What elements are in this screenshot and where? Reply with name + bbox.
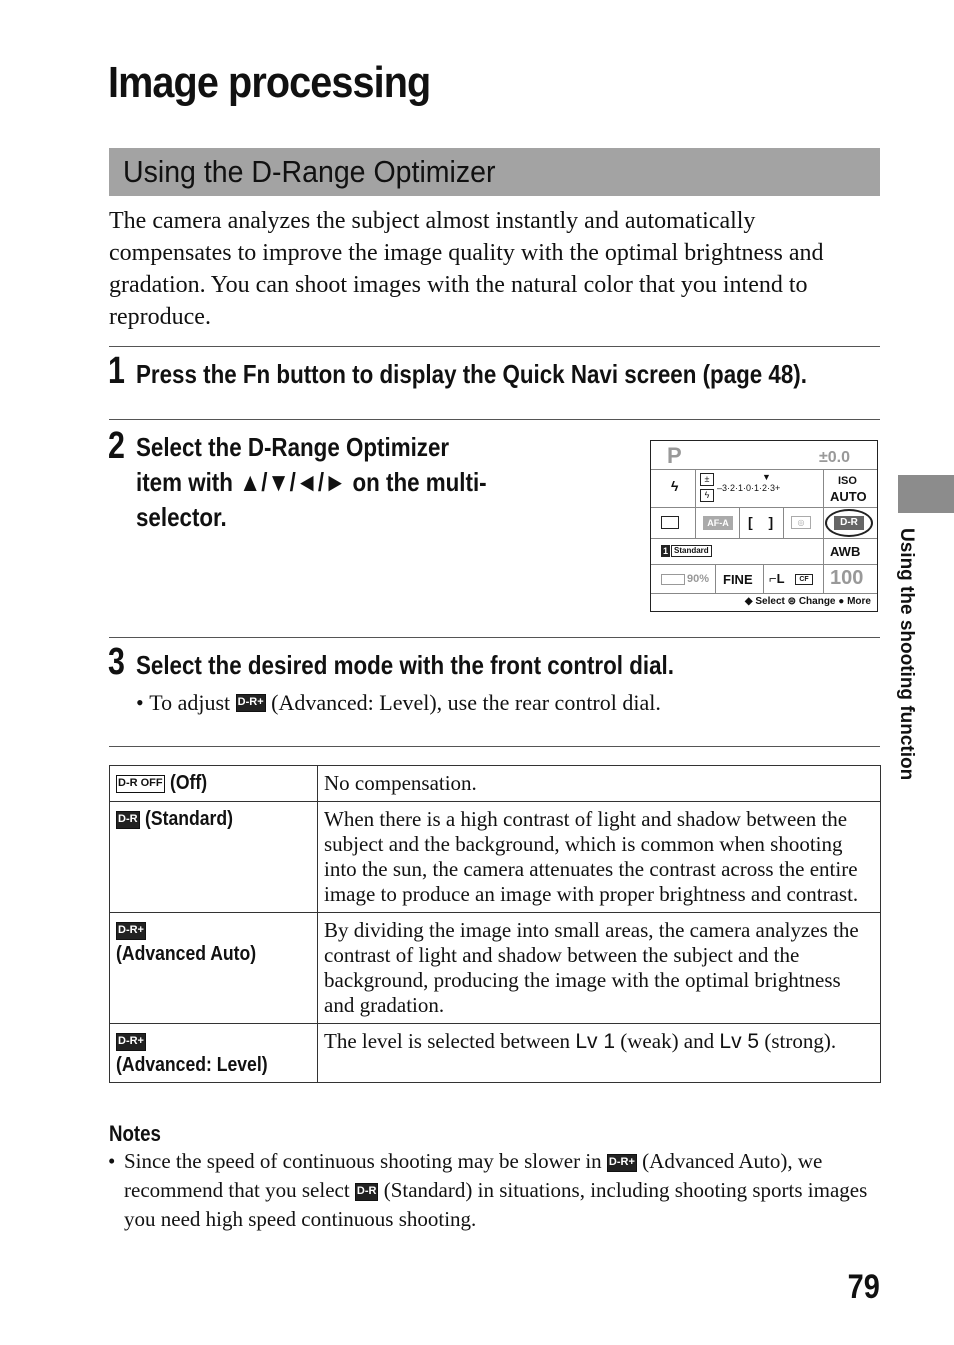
- divider: [109, 419, 880, 420]
- memory-card-icon: CF: [795, 574, 813, 585]
- level-desc-prefix: The level is selected between: [324, 1029, 571, 1053]
- mode-description: No compensation.: [318, 766, 881, 802]
- iso-label: ISO: [838, 475, 857, 487]
- exposure-comp-icon: ±: [700, 473, 714, 486]
- bullet-suffix: (Advanced: Level), use the rear control dial.: [271, 690, 661, 715]
- scale-marker-icon: ▼: [762, 472, 771, 482]
- level-desc-suffix: (strong).: [764, 1029, 837, 1053]
- level-5-indicator: Lv 5: [719, 1030, 760, 1053]
- drive-mode-icon: [661, 516, 679, 529]
- section-heading: Using the D-Range Optimizer: [123, 154, 496, 189]
- mode-name-cell: [110, 766, 318, 802]
- metering-icon: ◎: [791, 516, 811, 529]
- dro-advanced-auto-icon: D-R+: [607, 1154, 637, 1172]
- af-mode-badge: AF-A: [703, 516, 733, 530]
- notes-part-2: (Advanced Auto), we recommend that you select: [124, 1149, 823, 1202]
- level-1-indicator: Lv 1: [575, 1030, 616, 1053]
- step-3-number: 3: [108, 641, 125, 683]
- step-1-text: Press the Fn button to display the Quick Navi screen (page 48).: [136, 359, 807, 389]
- step-2-line-2: item with ▲/▼/◄/► on the multi-: [136, 467, 487, 497]
- remaining-shots: 100: [830, 567, 864, 589]
- white-balance: AWB: [830, 544, 861, 559]
- multi-selector-icon: ◆: [744, 596, 753, 607]
- exposure-value: ±0.0: [819, 449, 851, 466]
- step-3-bullet: [136, 690, 661, 716]
- mode-name-cell: [110, 1024, 318, 1083]
- dro-badge: D-R: [834, 516, 864, 530]
- bullet-dot: •: [108, 1149, 116, 1173]
- dro-standard-icon: D-R: [355, 1183, 379, 1201]
- step-2-line-3: selector.: [136, 502, 227, 532]
- notes-text: [124, 1147, 883, 1234]
- af-area-icon: [ ]: [748, 514, 780, 530]
- hint-change: Change: [798, 596, 836, 607]
- chapter-tab: [898, 475, 954, 513]
- mode-name-cell: [110, 802, 318, 913]
- hint-select: Select: [755, 596, 785, 607]
- section-heading-bar: [109, 148, 880, 196]
- mode-name: (Off): [170, 772, 208, 794]
- table-row: [110, 1024, 881, 1083]
- divider: [109, 746, 880, 747]
- mode-description: By dividing the image into small areas, the camera analyzes the contrast of light and shadow between the subject and the background, producing the image with the optimal brightness and gradation.: [318, 913, 881, 1024]
- step-2-line-1: Select the D-Range Optimizer: [136, 432, 450, 462]
- quality-value: FINE: [723, 572, 753, 587]
- step-2-number: 2: [108, 425, 125, 467]
- notes-item: [108, 1147, 883, 1234]
- notes-part-1: Since the speed of continuous shooting may be slower in: [124, 1149, 602, 1173]
- table-row: [110, 766, 881, 802]
- mode-description: When there is a high contrast of light and shadow between the subject and the background, which is common when shooting into the sun, the camera attenuates the contrast across the entire image to produce an image with proper brightness and contrast.: [318, 802, 881, 913]
- dial-icon: ⊜: [787, 596, 797, 607]
- mode-name: (Advanced Auto): [116, 943, 257, 965]
- iso-value: AUTO: [830, 489, 867, 504]
- mode-name: (Standard): [145, 808, 234, 830]
- chapter-label: [895, 528, 921, 818]
- dro-advanced-icon: D-R+: [236, 694, 266, 712]
- mode-name-cell: [110, 913, 318, 1024]
- battery-icon: [661, 574, 685, 585]
- mode-description: [318, 1024, 881, 1083]
- mode-name: (Advanced: Level): [116, 1054, 268, 1076]
- notes-part-3: (Standard) in situations, including shooting sports images you need high speed continuous shooting.: [124, 1178, 868, 1231]
- hint-more: More: [847, 596, 871, 607]
- dro-off-icon: D-R OFF: [116, 775, 165, 793]
- button-icon: ●: [838, 596, 845, 607]
- mode-indicator: P: [667, 443, 682, 468]
- divider: [109, 346, 880, 347]
- dro-modes-table: [109, 765, 881, 1083]
- chapter-label-text: Using the shooting function: [896, 528, 917, 781]
- battery-level: 90%: [687, 573, 710, 585]
- dro-advanced-auto-icon: D-R+: [116, 922, 146, 940]
- exposure-scale: –3·2·1·0·1·2·3+: [717, 483, 781, 493]
- notes-heading: Notes: [109, 1121, 161, 1146]
- level-desc-mid: (weak) and: [620, 1029, 715, 1053]
- intro-paragraph: The camera analyzes the subject almost instantly and automatically compensates to improve the image quality with the optimal brightness and gradation. You can shoot images with the natural color that you intend to reproduce.: [109, 208, 824, 330]
- step-1-number: 1: [108, 350, 125, 392]
- dro-advanced-level-icon: D-R+: [116, 1033, 146, 1051]
- table-row: [110, 913, 881, 1024]
- quick-navi-screen: [650, 440, 878, 612]
- table-row: [110, 802, 881, 913]
- flash-comp-icon: ϟ: [700, 489, 714, 502]
- dro-standard-icon: D-R: [116, 811, 140, 829]
- navi-hints: [745, 596, 871, 607]
- image-size-icon: ⌐L: [769, 571, 785, 586]
- flash-icon: ϟ: [671, 478, 679, 494]
- step-3-text: Select the desired mode with the front control dial.: [136, 650, 674, 680]
- creative-style-number: 1: [662, 546, 668, 556]
- page-title: Image processing: [108, 58, 431, 107]
- divider: [109, 637, 880, 638]
- bullet-dot: •: [136, 690, 150, 715]
- bullet-prefix: To adjust: [149, 690, 231, 715]
- creative-style-label: Standard: [671, 545, 712, 557]
- page-number: 79: [847, 1268, 880, 1306]
